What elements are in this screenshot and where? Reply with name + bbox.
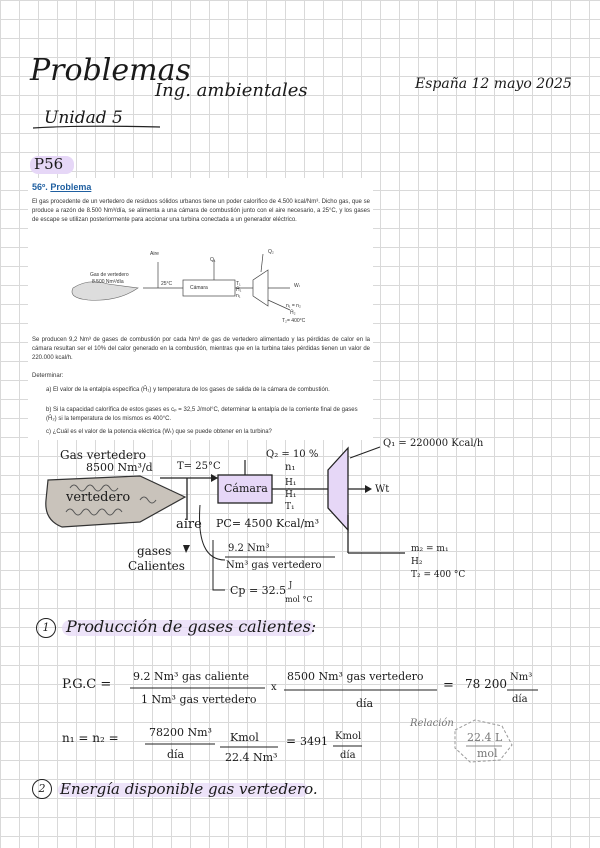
relation-den: mol xyxy=(477,747,498,760)
question-a: a) El valor de la entalpía específica (Ĥ₁) y temperatura de los gases de salida de la cámara de combustión. xyxy=(46,387,330,393)
pgc-f2-den: día xyxy=(356,697,374,710)
aire-label: aire xyxy=(176,517,202,532)
n1-label: n₁ xyxy=(285,462,296,473)
fig-aire: Aire xyxy=(150,251,159,257)
pgc-res-den: día xyxy=(512,694,528,705)
problem-paragraph-1: El gas procedente de un vertedero de residuos sólidos urbanos tiene un poder calorífico de 4.500 kcal/Nm³. Dicho gas, que se produce a razón de 8.500 Nm³/día, se alimenta a una cámara de combustión junto con el aire necesario, a 25°C, y los gases de escape se utilizan posteriormente para accionar una turbina conectada a un generador eléctrico. xyxy=(32,199,370,223)
t2-label: T₂ = 400 °C xyxy=(411,570,466,580)
section-1-title: Producción de gases calientes: xyxy=(66,617,317,636)
section-2-number: 2 xyxy=(32,779,52,799)
determinar-label: Determinar: xyxy=(32,373,64,379)
cp-unit-den: mol °C xyxy=(285,595,313,604)
date: España 12 mayo 2025 xyxy=(415,76,572,92)
gas-label: Gas vertedero xyxy=(60,448,146,462)
rate-label: 8500 Nm³/d xyxy=(86,461,153,474)
n-f1-den: día xyxy=(167,748,185,761)
vertedero-label: vertedero xyxy=(66,490,131,505)
q1-label: Q₁ = 220000 Kcal/h xyxy=(383,438,484,449)
gases-label: gases xyxy=(137,544,172,558)
q2-label: Q₂ = 10 % xyxy=(266,449,319,460)
pgc-f2-num: 8500 Nm³ gas vertedero xyxy=(287,670,424,683)
n-f2-num: Kmol xyxy=(230,731,259,744)
fig-t25: 25°C xyxy=(161,281,173,287)
calientes-label: Calientes xyxy=(128,559,185,573)
relation-num: 22.4 L xyxy=(467,731,503,744)
pgc-f1-num: 9.2 Nm³ gas caliente xyxy=(133,670,249,683)
h2-label: H₂ xyxy=(411,557,423,567)
pgc-eq: = xyxy=(443,678,454,693)
m-label: m₂ = m₁ xyxy=(411,544,449,554)
wt-label: Wt xyxy=(375,484,390,495)
fig-q1: Q₁ xyxy=(210,257,216,263)
fig-h2: Ĥ₂ xyxy=(290,310,296,316)
t1-label: T₁ xyxy=(285,502,295,512)
fig-h1: Ĥ₁ xyxy=(236,287,242,293)
pgc-result: 78 200 xyxy=(465,677,507,691)
unit-label: Unidad 5 xyxy=(44,108,123,128)
pgc-times: x xyxy=(271,682,277,693)
hhat1-label: Ĥ₁ xyxy=(285,490,297,500)
fig-q2: Q₂ xyxy=(268,249,274,255)
fig-wt: Wₜ xyxy=(294,283,301,289)
n-result: 3491 xyxy=(300,735,328,748)
cp-unit-num: J xyxy=(289,580,293,589)
pgc-res-num: Nm³ xyxy=(510,672,533,683)
n-f1-num: 78200 Nm³ xyxy=(149,726,212,739)
problem-tag: P56 xyxy=(34,155,64,173)
n-res-num: Kmol xyxy=(335,731,362,742)
cp-label: Cp = 32.5 xyxy=(230,584,287,597)
pgc-f1-den: 1 Nm³ gas vertedero xyxy=(141,693,257,706)
fig-n2: n₁ = n₂ xyxy=(286,303,301,309)
pc-label: PC= 4500 Kcal/m³ xyxy=(216,517,320,530)
fig-t1: T₁ xyxy=(236,281,241,287)
problem-heading: 56º. Problema xyxy=(32,182,92,192)
section-1-number: 1 xyxy=(36,618,56,638)
ratio-numerator: 9.2 Nm³ xyxy=(228,543,270,554)
fig-n1: n₁ xyxy=(236,293,241,299)
page-title: Problemas xyxy=(30,53,191,88)
fig-camara: Cámara xyxy=(190,285,208,291)
pgc-lhs: P.G.C = xyxy=(62,677,112,692)
n-f2-den: 22.4 Nm³ xyxy=(225,751,278,764)
camara-label: Cámara xyxy=(224,482,268,495)
fig-t2: T₂= 400°C xyxy=(282,318,306,324)
ratio-denominator: Nm³ gas vertedero xyxy=(226,560,322,571)
problem-paragraph-2: Se producen 9,2 Nm³ de gases de combustión por cada Nm³ de gas de vertedero alimentado y las pérdidas de calor en la cámara resultan ser el 10% del calor generado en la combustión, mientras que en la turbina tales pérdidas tienen un valor de 220.000 kcal/h. xyxy=(32,337,370,361)
temp-label: T= 25°C xyxy=(177,461,221,472)
relation-label: Relación xyxy=(410,718,454,729)
question-b: b) Si la capacidad calorífica de estos gases es cₚ = 32,5 J/mol°C, determinar la entalpía de la corriente final de gases (Ĥ₂) si la temperatura de los mismos es 400°C. xyxy=(46,407,358,422)
subtitle: Ing. ambientales xyxy=(155,80,308,101)
n-lhs: n₁ = n₂ = xyxy=(62,731,119,745)
n-eq: = xyxy=(286,734,297,748)
fig-gas: Gas de vertedero xyxy=(90,272,129,278)
n-res-den: día xyxy=(340,750,356,761)
question-c: c) ¿Cuál es el valor de la potencia eléctrica (Wₜ) que se puede obtener en la turbina? xyxy=(46,429,272,435)
fig-gas-rate: 8.500 Nm³/día xyxy=(92,279,124,285)
section-2-title: Energía disponible gas vertedero. xyxy=(60,780,318,798)
h1-label: H₁ xyxy=(285,478,297,488)
